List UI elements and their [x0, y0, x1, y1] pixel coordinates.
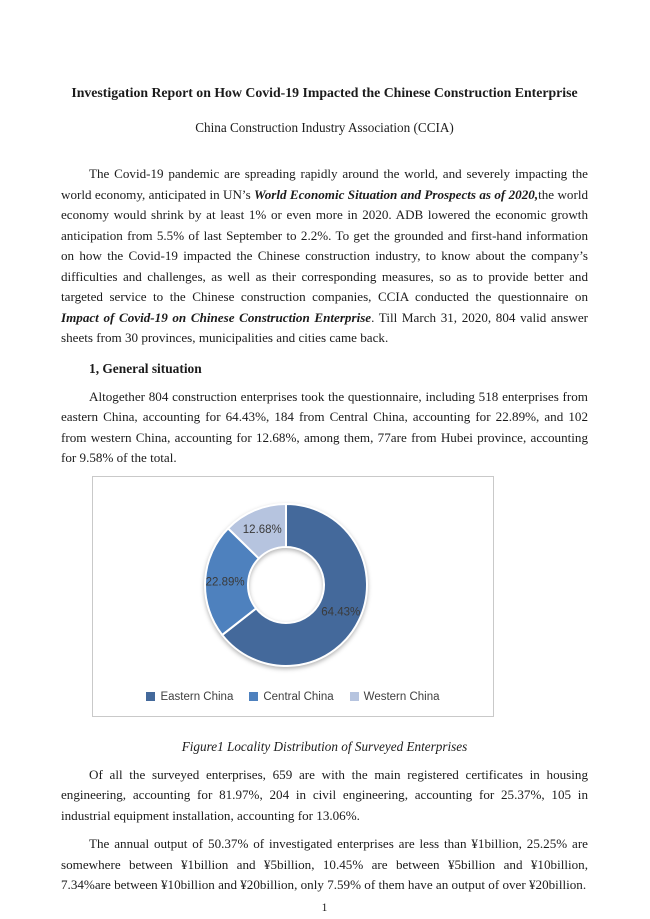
page-number: 1	[321, 901, 328, 914]
legend-label: Western China	[363, 690, 440, 703]
figure1-caption: Figure1 Locality Distribution of Surveyed Enterprises	[181, 738, 468, 754]
paragraph-certificates: Of all the surveyed enterprises, 659 are with the main registered certificates in housing engineering, accounting for 81.97%, 204 in civil engineering, accounting for 25.37%, 105 in industrial equipment installation, accounting for 13.06%.	[61, 766, 588, 823]
legend-label: Central China	[263, 690, 334, 703]
legend-swatch-icon	[350, 692, 359, 701]
report-subtitle: China Construction Industry Association (CCIA)	[195, 120, 454, 135]
paragraph-intro	[61, 164, 588, 349]
text-segment: World Economic Situation and Prospects as of 2020,	[254, 186, 539, 202]
legend-swatch-icon	[249, 692, 258, 701]
paragraph-annual-output: The annual output of 50.37% of investigated enterprises are less than ¥1billion, 25.25% are somewhere between ¥1billion and ¥5billion, 10.45% are between ¥5billion and ¥10billion, 7.34%are between ¥10billion and ¥20billion, only 7.59% of them have an output of over ¥20billion.	[61, 836, 588, 892]
legend-label: Eastern China	[160, 690, 234, 703]
text-segment: . Till March 31, 2020, 804 valid answer sheets from 30 provinces, municipalities and cities came back.	[61, 309, 588, 345]
text-segment: The Covid-19 pandemic are spreading rapidly around the world, and severely impacting the world economy, anticipated in UN’s	[61, 166, 588, 202]
slice-data-label-central-china: 22.89%	[205, 576, 245, 589]
legend-swatch-icon	[146, 692, 155, 701]
legend-item-central-china	[249, 691, 333, 703]
slice-data-label-eastern-china: 64.43%	[321, 606, 361, 619]
text-segment: the world economy would shrink by at least 1% or even more in 2020. ADB lowered the economic growth anticipation from 5.5% of last September to 2.2%. To get the grounded and first-hand information on how the Covid-19 impacted the Chinese construction industry, to know about the company’s difficulties and challenges, as well as their corresponding measures, so as to provide better and targeted service to the Chinese construction companies, CCIA conducted the questionnaire on	[61, 186, 589, 304]
chart-legend	[93, 691, 493, 703]
text-segment: Impact of Covid-19 on Chinese Construction Enterprise	[61, 309, 372, 325]
legend-item-eastern-china	[146, 691, 233, 703]
donut-chart-svg	[93, 477, 493, 716]
section-heading-general-situation: 1, General situation	[89, 360, 202, 376]
report-title: Investigation Report on How Covid-19 Impacted the Chinese Construction Enterprise	[71, 85, 578, 100]
figure1-donut-chart	[92, 476, 494, 717]
slice-data-label-western-china: 12.68%	[242, 523, 282, 536]
legend-item-western-china	[350, 691, 440, 703]
paragraph-general-situation: Altogether 804 construction enterprises took the questionnaire, including 518 enterprises from eastern China, accounting for 64.43%, 184 from Central China, accounting for 22.89%, and 102 from western China, accounting for 12.68%, among them, 77are from Hubei province, accounting for 9.58% of the total.	[61, 388, 588, 465]
